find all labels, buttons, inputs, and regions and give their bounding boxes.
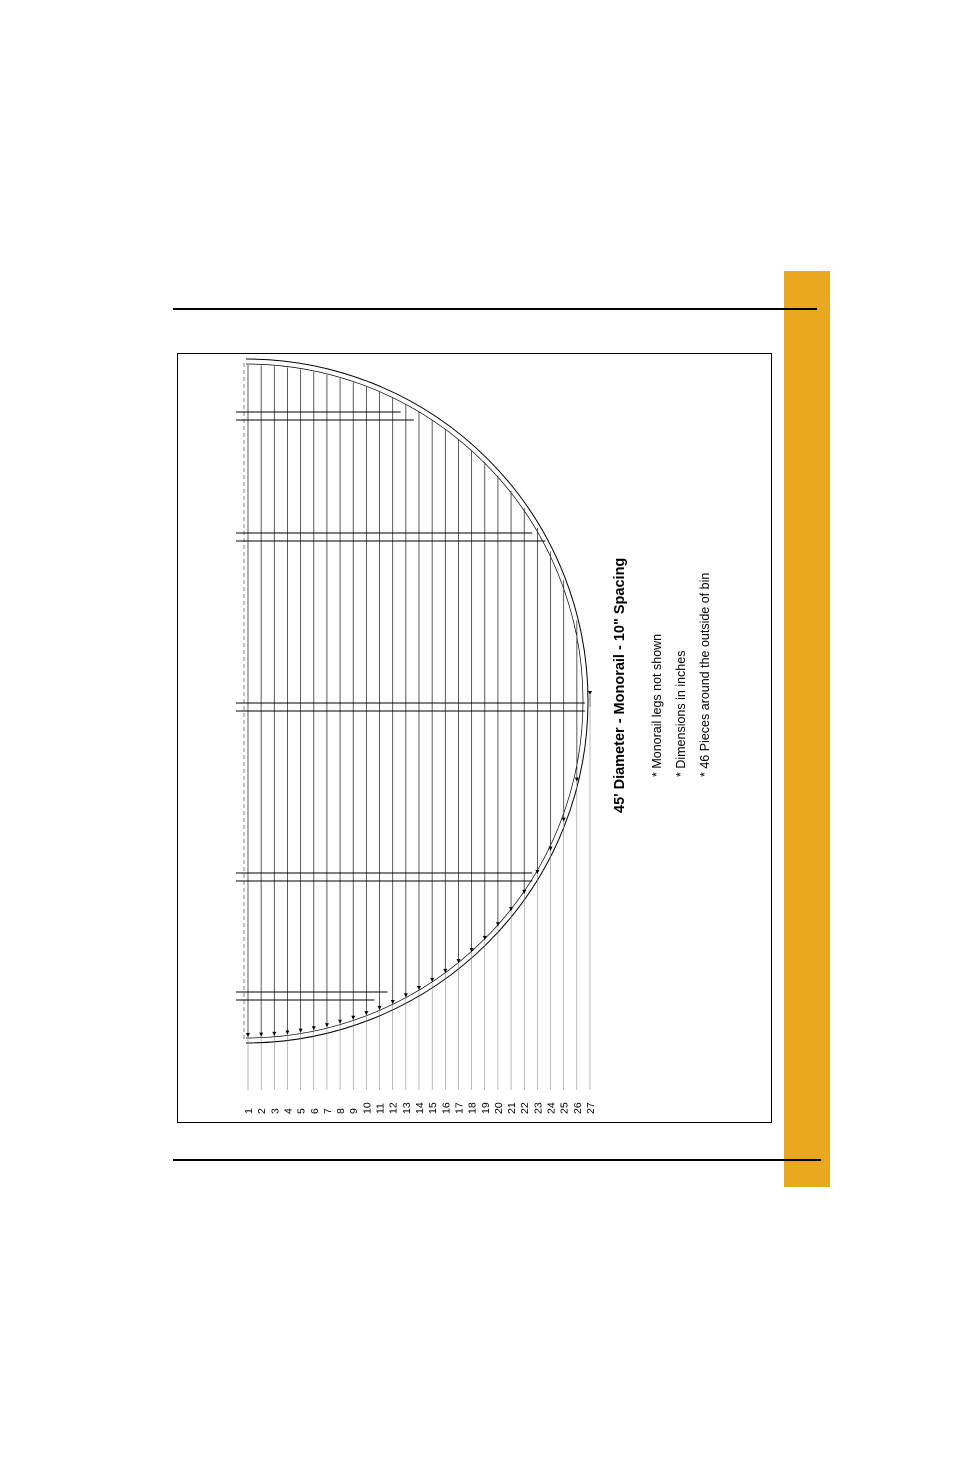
rail-arrow-8	[338, 1020, 342, 1024]
rail-number-8: 8	[335, 1108, 348, 1114]
rail-number-22: 22	[519, 1102, 532, 1114]
rail-number-7: 7	[321, 1108, 334, 1114]
note-dimensions: * Dimensions in inches	[674, 650, 688, 777]
rail-number-16: 16	[440, 1102, 453, 1114]
rail-number-2: 2	[256, 1108, 269, 1114]
rail-number-17: 17	[453, 1102, 466, 1114]
rail-number-20: 20	[492, 1102, 505, 1114]
rail-number-27: 27	[585, 1102, 597, 1114]
note-outside-pieces: * 46 Pieces around the outside of bin	[698, 572, 712, 777]
rail-number-10: 10	[361, 1102, 374, 1114]
rail-number-26: 26	[571, 1102, 584, 1114]
rail-arrow-2	[259, 1033, 263, 1037]
rail-arrow-11	[378, 1006, 382, 1010]
rail-number-6: 6	[308, 1108, 321, 1114]
rail-number-18: 18	[466, 1102, 479, 1114]
rail-arrow-9	[351, 1016, 355, 1020]
rail-arrow-27	[588, 691, 592, 695]
rail-number-23: 23	[532, 1102, 545, 1114]
rail-number-3: 3	[269, 1108, 282, 1114]
rail-number-group	[243, 1102, 597, 1114]
diagram-title: 45' Diameter - Monorail - 10" Spacing	[612, 557, 628, 813]
rail-arrow-7	[325, 1023, 329, 1027]
rail-arrow-3	[272, 1032, 276, 1036]
rail-arrow-6	[312, 1026, 316, 1030]
rail-number-24: 24	[545, 1102, 558, 1114]
note-monorail-legs: * Monorail legs not shown	[650, 633, 664, 777]
rail-arrow-4	[285, 1030, 289, 1034]
rail-number-13: 13	[400, 1102, 413, 1114]
rail-arrow-17	[456, 959, 460, 963]
bin-outline-arc	[246, 359, 588, 1043]
support-group	[236, 412, 585, 1000]
rail-number-5: 5	[295, 1108, 308, 1114]
rail-number-11: 11	[374, 1103, 387, 1114]
bin-outline-inner-arc	[246, 364, 583, 1038]
rail-number-19: 19	[479, 1102, 492, 1114]
rail-arrow-5	[299, 1029, 303, 1033]
rail-number-14: 14	[414, 1102, 426, 1114]
rail-number-1: 1	[243, 1108, 255, 1114]
rail-number-4: 4	[282, 1108, 295, 1114]
rail-arrow-20	[496, 922, 500, 926]
rail-arrow-12	[391, 1000, 395, 1004]
rail-arrow-10	[364, 1011, 368, 1015]
rail-number-9: 9	[348, 1108, 361, 1114]
rail-arrow-1	[246, 1033, 250, 1037]
rail-number-25: 25	[558, 1102, 571, 1114]
rail-arrow-25	[562, 818, 566, 822]
rail-number-21: 21	[506, 1102, 519, 1114]
rail-number-12: 12	[387, 1102, 400, 1114]
rail-group	[246, 365, 592, 1090]
rail-number-15: 15	[427, 1102, 440, 1114]
rail-arrow-16	[443, 969, 447, 973]
